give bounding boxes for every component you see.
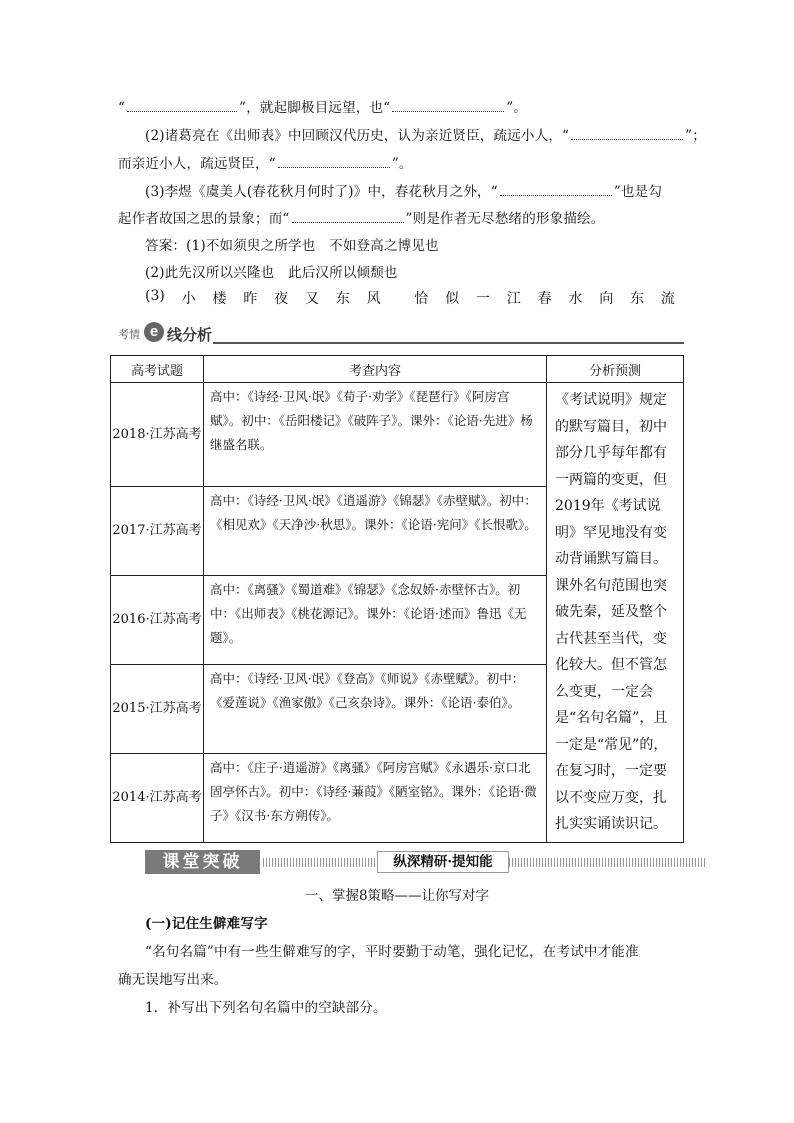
char: 楼 [212, 291, 227, 307]
char: (3) [145, 288, 165, 304]
char: 向 [599, 291, 614, 307]
section-subtitle: 纵深精研·提知能 [377, 851, 509, 873]
fill-line-1 [118, 96, 527, 116]
column-header: 高考试题 [111, 356, 204, 383]
section-heading: 一、掌握8策略——让你写对字 [304, 888, 490, 904]
table-row [111, 383, 684, 487]
kaoqing-label: 考情 [118, 328, 140, 341]
analysis-cell: 《考试说明》规定的默写篇目，初中部分几乎每年都有一两篇的变更，但2019年《考试说明》罕见地没有变动背诵默写篇目。课外名句范围也突破先秦，延及整个古代甚至当代，变化较大。但不管怎么变更，一定会是“名句名篇”，且一定是“常见”的，在复习时，一定要以不变应万变，扎扎实实诵读识记。 [547, 383, 684, 843]
answer-blank[interactable] [571, 127, 683, 140]
char: 流 [660, 291, 675, 307]
exam-analysis-table [110, 355, 684, 843]
char: 风 [366, 291, 381, 307]
year-cell: 2016·江苏高考 [111, 576, 204, 665]
text: “ [118, 100, 126, 116]
char: 又 [304, 291, 319, 307]
text: (2)诸葛亮在《出师表》中回顾汉代历史，认为亲近贤臣，疏远小人，“ [145, 128, 570, 144]
content-cell: 高中：《诗经·卫风·氓》《荀子·劝学》《琵琶行》《阿房宫赋》。初中：《岳阳楼记》《破阵子》。课外：《论语·先进》杨继盛名联。 [204, 383, 547, 487]
text: (3)李煜《虞美人(春花秋月何时了)》中，春花秋月之外，“ [145, 184, 498, 200]
content-cell: 高中：《诗经·卫风·氓》《登高》《师说》《赤壁赋》。初中：《爱莲说》《渔家傲》《己亥杂诗》。课外：《论语·泰伯》。 [204, 664, 547, 753]
divider [213, 342, 684, 344]
content-cell: 高中：《庄子·逍遥游》《离骚》《阿房宫赋》《永遇乐·京口北固亭怀古》。初中：《诗经·蒹葭》《陋室铭》。课外：《论语·微子》《汉书·东方朔传》。 [204, 753, 547, 842]
content-cell: 高中：《诗经·卫风·氓》《逍遥游》《锦瑟》《赤壁赋》。初中：《相见欢》《天净沙·秋思》。课外：《论语·宪问》《长恨歌》。 [204, 487, 547, 576]
text: ”则是作者无尽愁绪的形象描绘。 [405, 211, 605, 227]
paragraph-line: “名句名篇”中有一些生僻难写的字，平时要勤于动笔，强化记忆，在考试中才能准 [145, 944, 639, 960]
answer-blank[interactable] [278, 155, 390, 168]
content-cell: 高中：《离骚》《蜀道难》《锦瑟》《念奴娇·赤壁怀古》。初中：《出师表》《桃花源记》。课外：《论语·述而》鲁迅《无题》。 [204, 576, 547, 665]
text: ”； [685, 128, 706, 144]
year-cell: 2018·江苏高考 [111, 383, 204, 487]
answer-1: 答案：(1)不如须臾之所学也 不如登高之博见也 [145, 238, 439, 254]
char: 一 [475, 291, 490, 307]
char: 小 [181, 291, 196, 307]
char: 恰 [414, 291, 429, 307]
text: ”。 [506, 100, 528, 116]
char: 夜 [274, 291, 289, 307]
answer-blank[interactable] [127, 99, 237, 112]
section-title: 课堂突破 [145, 850, 260, 874]
char: 似 [445, 291, 460, 307]
answer-3 [145, 288, 675, 308]
text: 起作者故国之思的景象；而“ [118, 211, 290, 227]
question-1: 1．补写出下列名句名篇中的空缺部分。 [145, 1000, 387, 1016]
section-banner [145, 850, 705, 876]
text: ”。 [391, 156, 413, 172]
text: ”，就起脚极目远望，也“ [239, 100, 391, 116]
char: 昨 [243, 291, 258, 307]
text: ”也是勾 [613, 184, 663, 200]
text: 而亲近小人，疏远贤臣，“ [118, 156, 276, 172]
char: 江 [506, 291, 521, 307]
answer-blank[interactable] [292, 210, 404, 223]
column-header: 考查内容 [204, 356, 547, 383]
answer-blank[interactable] [500, 183, 612, 196]
paragraph-line: 确无误地写出来。 [118, 972, 228, 988]
fill-line-3 [118, 152, 413, 172]
char: 水 [568, 291, 583, 307]
char: 东 [335, 291, 350, 307]
year-cell: 2015·江苏高考 [111, 664, 204, 753]
answer-blank[interactable] [392, 99, 504, 112]
e-logo-icon: e [144, 322, 164, 342]
fill-line-5 [118, 207, 604, 227]
year-cell: 2014·江苏高考 [111, 753, 204, 842]
column-header: 分析预测 [547, 356, 684, 383]
answer-2: (2)此先汉所以兴隆也 此后汉所以倾颓也 [145, 265, 398, 281]
fill-line-4 [145, 180, 662, 200]
fill-line-2 [145, 124, 706, 144]
char: 春 [537, 291, 552, 307]
kaoqing-title: 线分析 [167, 327, 213, 344]
year-cell: 2017·江苏高考 [111, 487, 204, 576]
subheading: (一)记住生僻难写字 [145, 916, 268, 932]
char: 东 [630, 291, 645, 307]
kaoqing-header [118, 322, 684, 346]
table-header-row [111, 356, 684, 383]
